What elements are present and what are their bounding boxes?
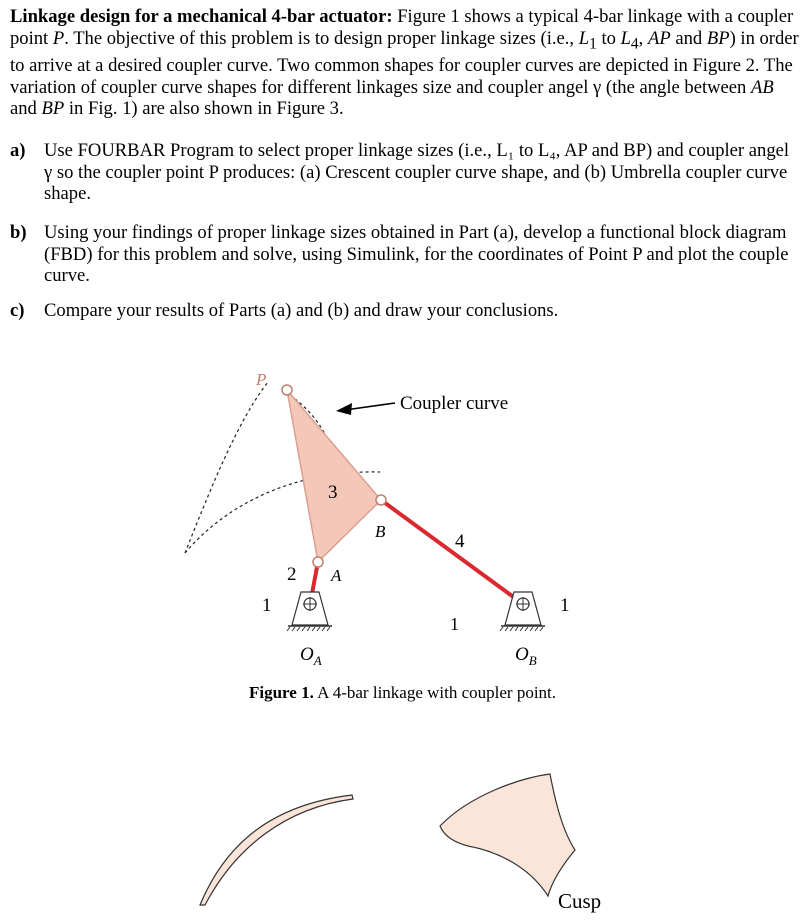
label-oa: $O_A$ (300, 644, 322, 668)
question-a-label: a) (10, 140, 26, 161)
joint-b (376, 495, 386, 505)
rocker-link-4 (381, 500, 523, 604)
ground-pivot-ob (500, 592, 545, 631)
label-ground-mid: 1 (450, 614, 459, 634)
label-joint-a: A (331, 566, 342, 585)
label-joint-b: B (375, 522, 386, 541)
coupler-curve-arrow (345, 403, 395, 410)
label-cusp: Cusp (558, 889, 602, 913)
arrow-head-icon (336, 403, 352, 415)
question-b-label: b) (10, 222, 27, 243)
label-ground-left: 1 (262, 595, 272, 616)
label-ob: $O_B$ (515, 644, 537, 668)
label-p: P (256, 370, 267, 389)
figure-1-caption: Figure 1. A 4-bar linkage with coupler point. (248, 683, 557, 702)
label-link-4: 4 (455, 531, 465, 552)
coupler-link-3 (287, 390, 381, 562)
label-ground-right: 1 (560, 595, 570, 616)
question-a-text: Use FOURBAR Program to select proper linkage sizes (i.e., L₁ to L₄, AP and BP) and coupler angel γ so the coupler point P produces: (a) Crescent coupler curve shape, and (b) Umbrella coupler curve shape. (44, 140, 790, 205)
question-c-label: c) (10, 300, 25, 321)
question-c-text: Compare your results of Parts (a) and (b) and draw your conclusions. (44, 300, 559, 321)
joint-p (282, 385, 292, 395)
label-link-3: 3 (328, 482, 338, 503)
question-b-text: Using your findings of proper linkage sizes obtained in Part (a), develop a functional block diagram (FBD) for this problem and solve, using Simulink, for the coordinates of Point P and plot the couple curve. (44, 222, 789, 287)
intro-heading: Linkage design for a mechanical 4-bar actuator: (10, 6, 393, 27)
label-link-2: 2 (287, 564, 297, 585)
ground-pivot-oa (287, 592, 332, 631)
joint-a (313, 557, 323, 567)
umbrella-curve-shape (440, 774, 575, 896)
intro-paragraph: Linkage design for a mechanical 4-bar actuator: Figure 1 shows a typical 4-bar linkage with a coupler point P. The objective of this problem is to design proper linkage sizes (i.e., $L_1$ to $L_4$, AP and BP) in order to arrive at a desired coupler curve. Two common shapes for coupler curves are depicted in Figure 2. The variation of coupler curve shapes for different linkages size and coupler angel γ (the angle between AB and BP in Fig. 1) are also shown in Figure 3. (10, 6, 799, 120)
label-coupler-curve: Coupler curve (400, 393, 509, 414)
crescent-curve-shape (200, 795, 353, 905)
